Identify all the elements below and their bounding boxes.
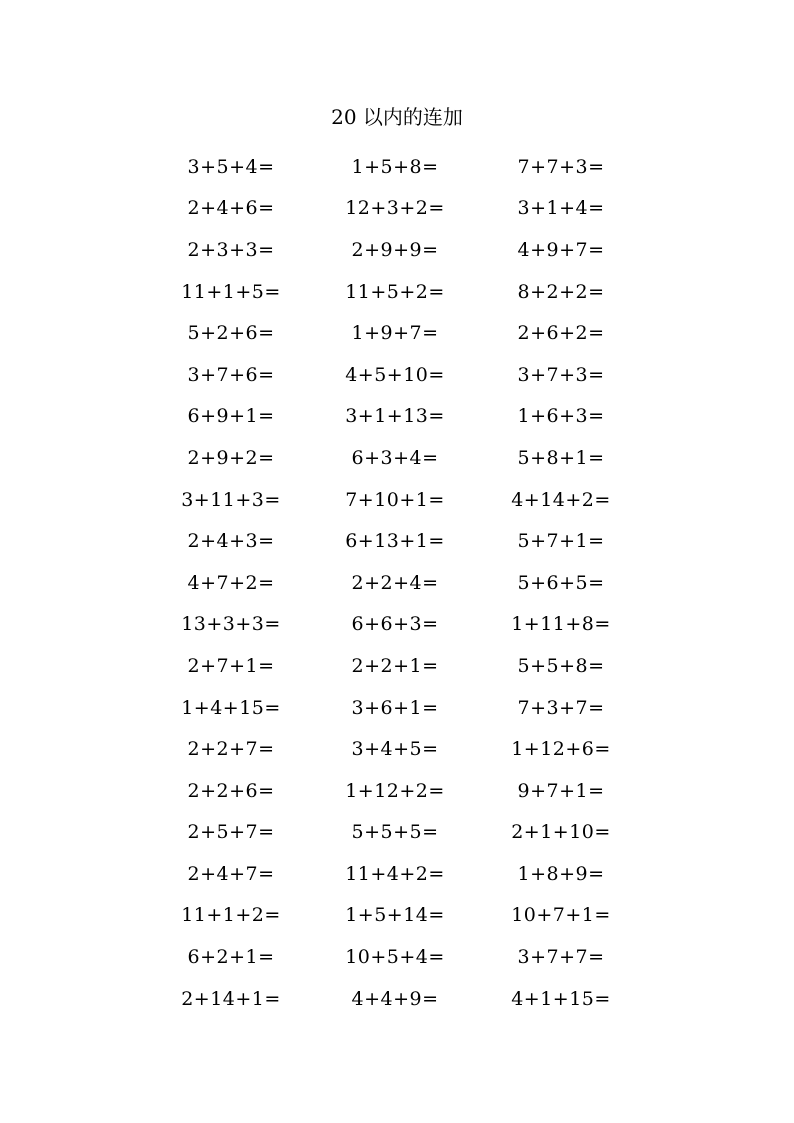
addition-problem: 2+2+7= bbox=[187, 738, 275, 761]
addition-problem: 4+7+2= bbox=[187, 571, 275, 594]
addition-problem: 5+6+5= bbox=[517, 571, 605, 594]
page-title: 20 以内的连加 bbox=[331, 105, 463, 129]
addition-problem: 2+2+1= bbox=[351, 654, 439, 677]
addition-problem: 6+6+3= bbox=[351, 613, 439, 636]
addition-problem: 4+4+9= bbox=[351, 987, 439, 1010]
addition-problem: 2+9+9= bbox=[351, 238, 439, 261]
addition-problem: 1+6+3= bbox=[517, 405, 605, 428]
problem-row bbox=[150, 146, 644, 188]
problem-row bbox=[150, 895, 644, 937]
problem-row bbox=[150, 853, 644, 895]
problem-grid bbox=[150, 146, 644, 1019]
addition-problem: 3+1+13= bbox=[345, 405, 445, 428]
problem-row bbox=[150, 936, 644, 978]
problem-row bbox=[150, 271, 644, 313]
addition-problem: 4+14+2= bbox=[511, 488, 611, 511]
addition-problem: 10+7+1= bbox=[511, 904, 611, 927]
addition-problem: 5+5+5= bbox=[351, 821, 439, 844]
addition-problem: 7+10+1= bbox=[345, 488, 445, 511]
addition-problem: 2+6+2= bbox=[517, 322, 605, 345]
addition-problem: 6+13+1= bbox=[345, 530, 445, 553]
problem-row bbox=[150, 479, 644, 521]
problem-row bbox=[150, 728, 644, 770]
addition-problem: 3+1+4= bbox=[517, 197, 605, 220]
addition-problem: 2+5+7= bbox=[187, 821, 275, 844]
addition-problem: 1+12+2= bbox=[345, 779, 445, 802]
addition-problem: 6+9+1= bbox=[187, 405, 275, 428]
addition-problem: 2+14+1= bbox=[181, 987, 281, 1010]
addition-problem: 5+2+6= bbox=[187, 322, 275, 345]
addition-problem: 2+1+10= bbox=[511, 821, 611, 844]
addition-problem: 2+9+2= bbox=[187, 446, 275, 469]
addition-problem: 1+8+9= bbox=[517, 862, 605, 885]
addition-problem: 7+7+3= bbox=[517, 155, 605, 178]
addition-problem: 13+3+3= bbox=[181, 613, 281, 636]
addition-problem: 12+3+2= bbox=[345, 197, 445, 220]
problem-row bbox=[150, 562, 644, 604]
problem-row bbox=[150, 604, 644, 646]
addition-problem: 1+9+7= bbox=[351, 322, 439, 345]
problem-row bbox=[150, 520, 644, 562]
addition-problem: 10+5+4= bbox=[345, 946, 445, 969]
problem-row bbox=[150, 645, 644, 687]
addition-problem: 4+5+10= bbox=[345, 363, 445, 386]
addition-problem: 1+12+6= bbox=[511, 738, 611, 761]
problem-row bbox=[150, 770, 644, 812]
addition-problem: 11+1+5= bbox=[181, 280, 281, 303]
problem-row bbox=[150, 687, 644, 729]
addition-problem: 4+9+7= bbox=[517, 238, 605, 261]
addition-problem: 11+4+2= bbox=[345, 862, 445, 885]
problem-row bbox=[150, 354, 644, 396]
addition-problem: 2+4+6= bbox=[187, 197, 275, 220]
addition-problem: 3+6+1= bbox=[351, 696, 439, 719]
addition-problem: 2+4+3= bbox=[187, 530, 275, 553]
addition-problem: 2+3+3= bbox=[187, 238, 275, 261]
addition-problem: 3+11+3= bbox=[181, 488, 281, 511]
problem-row bbox=[150, 396, 644, 438]
addition-problem: 11+1+2= bbox=[181, 904, 281, 927]
problem-row bbox=[150, 188, 644, 230]
addition-problem: 1+11+8= bbox=[511, 613, 611, 636]
addition-problem: 5+8+1= bbox=[517, 446, 605, 469]
problem-row bbox=[150, 812, 644, 854]
addition-problem: 4+1+15= bbox=[511, 987, 611, 1010]
addition-problem: 6+3+4= bbox=[351, 446, 439, 469]
addition-problem: 5+5+8= bbox=[517, 654, 605, 677]
addition-problem: 3+5+4= bbox=[187, 155, 275, 178]
problem-row bbox=[150, 978, 644, 1020]
addition-problem: 2+2+4= bbox=[351, 571, 439, 594]
addition-problem: 2+7+1= bbox=[187, 654, 275, 677]
addition-problem: 7+3+7= bbox=[517, 696, 605, 719]
problem-row bbox=[150, 437, 644, 479]
addition-problem: 2+4+7= bbox=[187, 862, 275, 885]
addition-problem: 1+4+15= bbox=[181, 696, 281, 719]
addition-problem: 1+5+8= bbox=[351, 155, 439, 178]
addition-problem: 3+7+3= bbox=[517, 363, 605, 386]
addition-problem: 3+7+7= bbox=[517, 946, 605, 969]
addition-problem: 9+7+1= bbox=[517, 779, 605, 802]
addition-problem: 2+2+6= bbox=[187, 779, 275, 802]
addition-problem: 5+7+1= bbox=[517, 530, 605, 553]
addition-problem: 3+4+5= bbox=[351, 738, 439, 761]
addition-problem: 3+7+6= bbox=[187, 363, 275, 386]
addition-problem: 8+2+2= bbox=[517, 280, 605, 303]
addition-problem: 11+5+2= bbox=[345, 280, 445, 303]
problem-row bbox=[150, 229, 644, 271]
problem-row bbox=[150, 312, 644, 354]
addition-problem: 6+2+1= bbox=[187, 946, 275, 969]
addition-problem: 1+5+14= bbox=[345, 904, 445, 927]
